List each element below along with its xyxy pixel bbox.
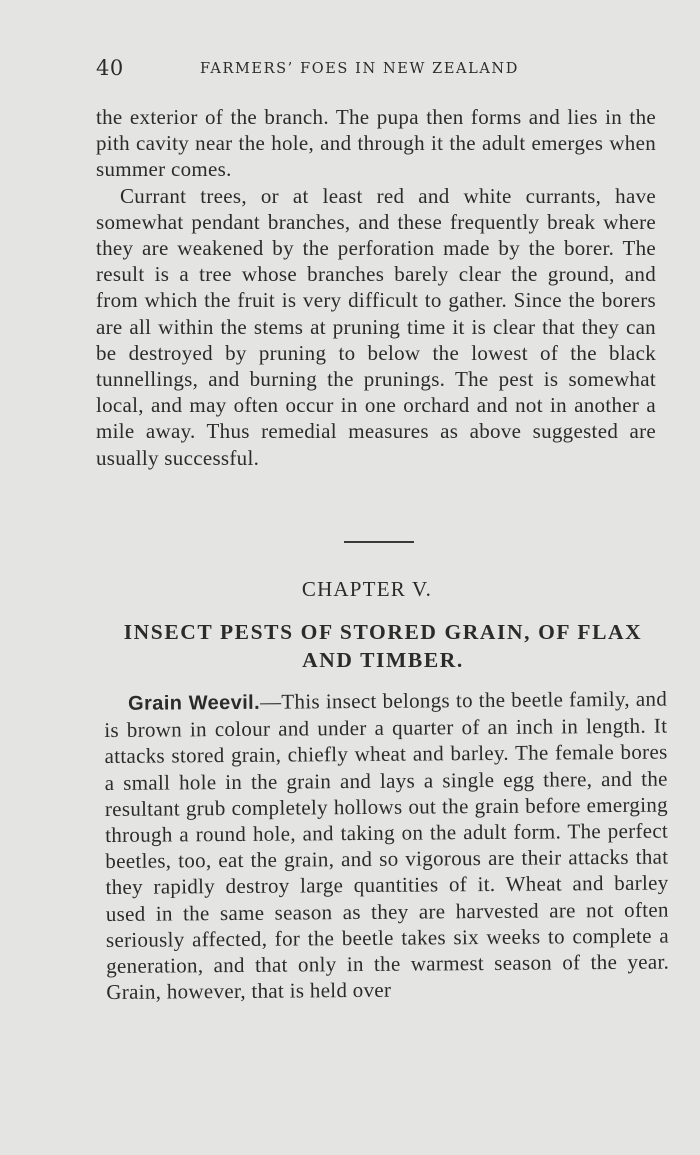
paragraph-2: Currant trees, or at least red and white currants, have somewhat pendant branches, and these frequently break where they are weakened by the perforation made by the borer. The result is a tree whose branches barely clear the ground, and from which the fruit is very difficult to gather. Since the borers are all within the stems at pruning time it is clear that they can be destroyed by pruning to below the lowest of the black tunnellings, and burning the prunings. The pest is somewhat local, and may often occur in one orchard and not in another a mile away. Thus remedial measures as above suggested are usually successful. [96, 183, 656, 470]
section-body: —This insect belongs to the beetle family, and is brown in colour and under a quarter of an inch in length. It attacks stored grain, chiefly wheat and barley. The female bores a small hole in the grain and lays a single egg there, and the resultant grub completely hollows out the grain before emerging through a round hole, and taking on the adult form. The perfect beetles, too, eat the grain, and so vigorous are their attacks that they rapidly destroy large quantities of it. Wheat and barley used in the same season as they are harvested are not often seriously affected, for the beetle takes six weeks to complete a generation, and that only in the warmest season of the year. Grain, however, that is held over [104, 686, 670, 1005]
chapter-title: INSECT PESTS OF STORED GRAIN, OF FLAX AND TIMBER. [123, 620, 643, 672]
paragraph-1: the exterior of the branch. The pupa then forms and lies in the pith cavity near the hole, and through it the adult emerges when summer comes. [96, 105, 656, 182]
section-divider [344, 541, 414, 543]
page-number: 40 [96, 56, 124, 80]
running-title: FARMERS’ FOES IN NEW ZEALAND [200, 61, 519, 77]
body-text-continuation [96, 104, 656, 471]
chapter-label: CHAPTER V. [301, 577, 433, 601]
section-lead: Grain Weevil. [128, 691, 261, 715]
section-paragraph [104, 686, 669, 1006]
page-header [96, 56, 566, 84]
